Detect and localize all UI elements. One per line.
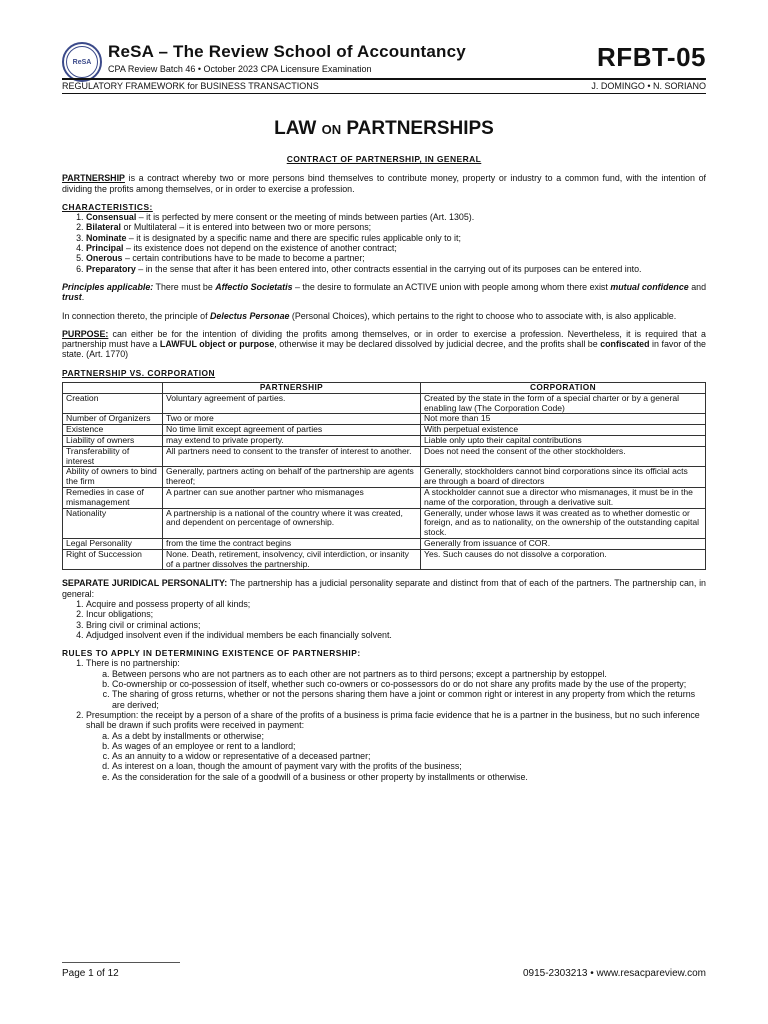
rules-sublist (86, 731, 706, 782)
characteristic-term: Bilateral (86, 222, 122, 233)
list-item (86, 658, 706, 709)
definition-text: is a contract whereby two or more persons bind themselves to contribute money, property or industry to a common fund, with the intention of dividing the profits among themselves, or in order to exercise a profession. (62, 173, 706, 194)
table-cell: Does not need the consent of the other stockholders. (421, 446, 706, 467)
column-header: PARTNERSHIP (163, 383, 421, 394)
juridical-label: SEPARATE JURIDICAL PERSONALITY: (62, 578, 228, 589)
list-item: a. Between persons who are not partners as to each other are not partners as to third persons; except a partnership by estoppel. (112, 669, 706, 679)
table-cell: Right of Succession (63, 549, 163, 570)
table-cell: from the time the contract begins (163, 539, 421, 550)
document-body (62, 152, 706, 782)
text: can either be for the intention of dividing the profits among themselves, or in order to exercise a profession. Nevertheless, it is required that a partnership must have a (62, 328, 706, 350)
table-cell: Generally from issuance of COR. (421, 539, 706, 550)
table-cell: Created by the state in the form of a special charter or by a general enabling law (The Corporation Code) (421, 393, 706, 414)
characteristic-text: – certain contributions have to be made to become a partner; (122, 253, 365, 264)
org-name: ReSA – The Review School of Accountancy (108, 42, 466, 61)
list-item: d. As interest on a loan, though the amount of payment vary with the profits of the business; (112, 761, 706, 771)
list-item (86, 264, 706, 274)
table-cell: Voluntary agreement of parties. (163, 393, 421, 414)
characteristic-term: Onerous (86, 253, 123, 264)
table-cell: Legal Personality (63, 539, 163, 550)
list-item: 1. Acquire and possess property of all kinds; (86, 599, 706, 609)
term: Affectio Societatis (215, 281, 293, 292)
text: – the desire to formulate an ACTIVE union with people among whom there exist (292, 281, 611, 292)
page-title (0, 118, 768, 140)
definition-paragraph (62, 173, 706, 194)
subject-bar (62, 78, 706, 94)
characteristic-text: – in the sense that after it has been entered into, other contracts essential in the carrying out of its purposes can be entered into. (135, 263, 642, 274)
course-code: RFBT-05 (597, 42, 706, 72)
logo-text: ReSA (66, 46, 98, 78)
rules-sublist (86, 669, 706, 710)
term: Delectus Personae (210, 310, 290, 321)
characteristic-text: – it is designated by a specific name and there are specific rules applicable only to it; (126, 232, 461, 243)
list-item (86, 243, 706, 253)
table-row (63, 425, 706, 436)
defined-term: PARTNERSHIP (62, 173, 125, 184)
table-cell: Number of Organizers (63, 414, 163, 425)
table-cell: may extend to private property. (163, 436, 421, 447)
list-item: 2. Incur obligations; (86, 609, 706, 619)
table-cell: Not more than 15 (421, 414, 706, 425)
table-cell: Yes. Such causes do not dissolve a corporation. (421, 549, 706, 570)
characteristic-text: or Multilateral – it is entered into between two or more persons; (121, 222, 372, 233)
comparison-table (62, 382, 706, 570)
table-cell: With perpetual existence (421, 425, 706, 436)
subject-name: REGULATORY FRAMEWORK for BUSINESS TRANSACTIONS (62, 81, 319, 91)
table-row (63, 508, 706, 538)
purpose-label: PURPOSE: (62, 328, 109, 339)
table-cell: Liability of owners (63, 436, 163, 447)
footer-divider (62, 962, 180, 963)
title-part: ON (321, 122, 342, 137)
list-item (86, 710, 706, 782)
list-item: 4. Adjudged insolvent even if the individual members be each financially solvent. (86, 630, 706, 640)
resa-logo (62, 42, 102, 82)
list-item: 3. Bring civil or criminal actions; (86, 620, 706, 630)
characteristic-text: – its existence does not depend on the existence of another contract; (123, 243, 397, 254)
table-row (63, 414, 706, 425)
table-cell: Transferability of interest (63, 446, 163, 467)
table-body (63, 393, 706, 570)
table-cell: A partner can sue another partner who mismanages (163, 488, 421, 509)
term: trust (62, 292, 82, 303)
text: (Personal Choices), which pertains to the right to choose who to associate with, is also applicable. (289, 310, 677, 321)
juridical-list (62, 599, 706, 640)
contact-info: 0915-2303213 • www.resacpareview.com (522, 968, 706, 979)
table-cell: Generally, under whose laws it was created as to whether domestic or foreign, and as to nationality, on the ownership of the outstanding capital stock. (421, 508, 706, 538)
delectus-paragraph (62, 311, 706, 321)
table-row (63, 488, 706, 509)
table-header-row (63, 383, 706, 394)
text: . (81, 292, 85, 303)
column-header (63, 383, 163, 394)
term: LAWFUL object or purpose (159, 339, 275, 350)
table-row (63, 467, 706, 488)
characteristic-term: Nominate (86, 232, 127, 243)
section-heading: CONTRACT OF PARTNERSHIP, IN GENERAL (286, 154, 482, 164)
characteristic-term: Consensual (86, 212, 137, 223)
list-item: a. As a debt by installments or otherwise; (112, 731, 706, 741)
juridical-paragraph (62, 578, 706, 599)
text: The partnership has a judicial personality separate and distinct from that of each of the partners. The partnership can, in general: (62, 578, 706, 599)
list-item (86, 222, 706, 232)
text: , otherwise it may be declared dissolved by judicial decree, and the profits shall be (274, 339, 601, 350)
term: mutual confidence (610, 281, 689, 292)
table-cell: All partners need to consent to the transfer of interest to another. (163, 446, 421, 467)
comparison-heading: PARTNERSHIP VS. CORPORATION (62, 367, 216, 378)
characteristics-list (62, 212, 706, 274)
term: confiscated (600, 339, 650, 350)
characteristic-term: Principal (86, 243, 124, 254)
list-item: c. As an annuity to a widow or representative of a deceased partner; (112, 751, 706, 761)
table-cell: Existence (63, 425, 163, 436)
list-item (86, 233, 706, 243)
org-subtitle: CPA Review Batch 46 • October 2023 CPA Licensure Examination (108, 64, 372, 74)
text: In connection thereto, the principle of (62, 310, 211, 321)
rule-text: There is no partnership: (86, 658, 180, 669)
table-cell: Generally, stockholders cannot bind corporations since its official acts are through a board of directors (421, 467, 706, 488)
purpose-paragraph (62, 329, 706, 360)
text: in favor of the state. (Art. 1770) (62, 339, 706, 360)
characteristic-text: – it is perfected by mere consent or the meeting of minds between parties (Art. 1305). (136, 212, 475, 223)
table-cell: Nationality (63, 508, 163, 538)
list-item: b. Co-ownership or co-possession of itself, whether such co-owners or co-possessors do or do not share any profits made by the use of the property; (112, 679, 706, 689)
table-row (63, 539, 706, 550)
table-row (63, 446, 706, 467)
table-row (63, 436, 706, 447)
title-part: PARTNERSHIPS (341, 118, 494, 139)
list-item (86, 212, 706, 222)
text: There must be (153, 281, 216, 292)
table-cell: Liable only upto their capital contributions (421, 436, 706, 447)
rule-text: Presumption: the receipt by a person of a share of the profits of a business is prima facie evidence that he is a partner in the business, but no such inference shall be drawn if such profits were received in payment: (86, 709, 700, 731)
table-cell: Remedies in case of mismanagement (63, 488, 163, 509)
table-row (63, 549, 706, 570)
table-cell: None. Death, retirement, insolvency, civil interdiction, or insanity of a partner dissolves the partnership. (163, 549, 421, 570)
table-cell: Creation (63, 393, 163, 414)
rules-heading: RULES TO APPLY IN DETERMINING EXISTENCE OF PARTNERSHIP: (62, 648, 361, 659)
rules-list (62, 658, 706, 782)
title-part: LAW (274, 118, 322, 139)
table-cell: No time limit except agreement of parties (163, 425, 421, 436)
table-cell: Two or more (163, 414, 421, 425)
column-header: CORPORATION (421, 383, 706, 394)
authors: J. DOMINGO • N. SORIANO (591, 81, 706, 91)
table-cell: Ability of owners to bind the firm (63, 467, 163, 488)
list-item (86, 253, 706, 263)
principles-label: Principles applicable: (62, 281, 154, 292)
list-item: e. As the consideration for the sale of a goodwill of a business or other property by installments or otherwise. (112, 772, 706, 782)
table-cell: A partnership is a national of the country where it was created, and dependent on percentage of ownership. (163, 508, 421, 538)
page-footer (62, 958, 706, 982)
text: and (688, 281, 707, 292)
characteristics-heading: CHARACTERISTICS: (62, 201, 153, 212)
list-item: b. As wages of an employee or rent to a landlord; (112, 741, 706, 751)
table-cell: Generally, partners acting on behalf of the partnership are agents thereof; (163, 467, 421, 488)
table-cell: A stockholder cannot sue a director who mismanages, it must be in the name of the corporation, through a derivative suit. (421, 488, 706, 509)
principles-paragraph (62, 282, 706, 303)
list-item: c. The sharing of gross returns, whether or not the persons sharing them have a joint or common right or interest in any property from which the returns are derived; (112, 689, 706, 710)
page-number: Page 1 of 12 (62, 968, 119, 979)
characteristic-term: Preparatory (86, 263, 136, 274)
table-row (63, 393, 706, 414)
